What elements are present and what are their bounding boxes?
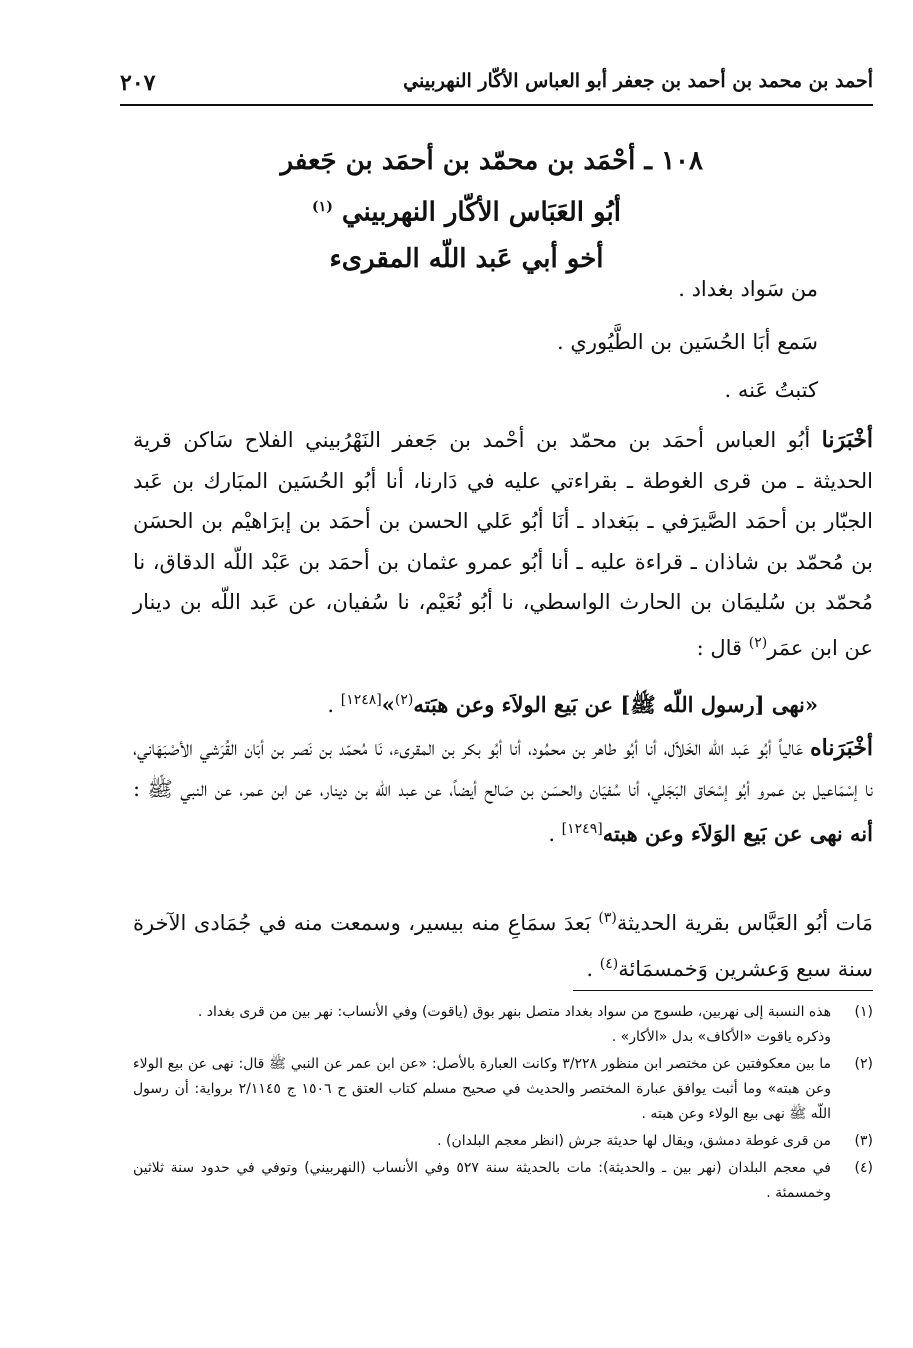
paragraph-death-note (133, 898, 873, 989)
footnote-2-line-1: ما بين معكوفتين عن مختصر ابن منظور ٣/٢٢٨ وكانت العبارة بالأصل: «عن ابن عمر عن النبي ﷺ قال: نهى عن بيع الولاء وعن هبته» وما أثبت يوافق عبارة المختصر والحديث في صحيح مسلم كتاب العتق ح ١٥٠٦ ج ٢/١١٤٥ برواية: أن رسول اللّه ﷺ نهى بيع الولاء وعن هبته . (133, 1056, 832, 1122)
intro-line-origin: من سَواد بغداد . (678, 277, 818, 301)
entry-heading-line-1: ١٠٨ ـ أحْمَد بن محمّد بن أحمَد بن جَعفر (280, 146, 703, 176)
footnote-ref-4: (٤) (599, 955, 619, 972)
hadith-number-1249: [١٢٤٩] (561, 821, 603, 837)
footnote-2 (133, 1052, 873, 1127)
header-rule (120, 104, 873, 106)
hadith-1248-close: » (381, 692, 395, 717)
entry-heading-line-2-text: أبُو العَبَاس الأكّار النهربيني (341, 197, 621, 228)
paragraph-isnad-1 (133, 420, 873, 668)
footnote-3-number: (٣) (854, 1133, 873, 1149)
paragraph-3-text-b: بَعدَ سمَاعِ منه بيسير، وسمعت منه في جُمَادى الآخرة سنة سبع وَعشرين وَخمسمَائة (133, 911, 873, 981)
paragraph-2-end: . (548, 822, 562, 846)
intro-line-heard: سَمع أبَا الحُسَين بن الطَّيُوري . (557, 330, 818, 354)
footnote-ref-3: (٣) (598, 910, 617, 926)
paragraph-isnad-2 (133, 728, 873, 855)
entry-heading-line-3: أخو أبي عَبد اللّه المقرىء (329, 243, 604, 274)
hadith-1248 (218, 680, 818, 726)
paragraph-1-keyword: أخْبَرَنا (821, 427, 873, 453)
footnote-ref-1: (١) (312, 199, 333, 215)
hadith-1248-end: . (327, 693, 341, 717)
footnote-4-number: (٤) (854, 1160, 873, 1176)
footnote-ref-2b: (٢) (394, 692, 414, 708)
footnote-3 (133, 1129, 873, 1154)
paragraph-3-end: . (586, 956, 600, 981)
hadith-1248-text: «نهى [رسول اللّه ﷺ] عن بَيع الولاَء وعن هبَته (413, 692, 818, 717)
paragraph-2-keyword: أخْبَرَناه (810, 735, 873, 761)
footnote-4 (133, 1156, 873, 1206)
footnote-1-line-1: هذه النسبة إلى نهربين، طسوج من سواد بغداد متصل بنهر بوق (ياقوت) وفي الأنساب: نهر بين من قرى بغداد . (197, 1004, 831, 1020)
running-header (120, 62, 873, 108)
running-header-title: أحمد بن محمد بن أحمد بن جعفر أبو العباس الأكّار النهربيني (403, 70, 873, 92)
hadith-number-1248: [١٢٤٨] (340, 692, 382, 708)
paragraph-2-text: عَالياً أبُو عَبد اللّه الخَلاّل، أنا أبُو طاهر بن محمُود، أنا أبُو بكر بن المقرىء، نَا مُحمّد بن نَصر بن أبَان القُرَشي الأصْبَهَاني، نا إسْمَاعيل بن عمرو أبُو إسْحَاق البَجَلي، أنا سُفيَان والحسَن بن صَالح أيضاً، عن عبد اللّه بن دينار، عن ابن عمر، عن النبي ﷺ : (133, 736, 873, 801)
footnote-ref-2: (٢) (748, 634, 768, 651)
footnotes (133, 1000, 873, 1206)
page-number: ٢٠٧ (120, 70, 156, 96)
footnote-1 (133, 1000, 873, 1050)
hadith-1249-text: أنه نهى عن بَيع الوَلاَء وعن هبته (602, 821, 873, 846)
footnote-1-number: (١) (854, 1004, 873, 1020)
paragraph-1-tail: قال : (696, 635, 749, 660)
footnote-4-line-1: في معجم البلدان (نهر بين ـ والحديثة): مات بالحديثة سنة ٥٢٧ وفي الأنساب (النهربيني) وتوفي في حدود سنة ثلاثين وخمسمئة . (133, 1160, 831, 1201)
footnote-1-line-2: وذكره ياقوت «الأكاف» بدل «الأكار» . (611, 1029, 831, 1045)
intro-line-wrote: كتبتُ عَنه . (724, 378, 818, 402)
paragraph-3-text-a: مَات أبُو العَبَّاس بقرية الحديثة (616, 911, 873, 935)
footnotes-rule (573, 990, 873, 991)
footnote-3-line-1: من قرى غوطة دمشق، ويقال لها حديثة جرش (انظر معجم البلدان) . (437, 1133, 831, 1149)
entry-heading-line-2 (230, 184, 703, 236)
entry-heading (230, 138, 703, 282)
paragraph-1-text: أبُو العباس أحمَد بن محمّد بن أحْمد بن جَعفر النَهْرُبيني الفلاح سَاكن قرية الحديثة ـ من قرى الغوطة ـ بقراءتي عليه في دَارنا، أنا أبُو الحُسَين المبَارك بن عَبد الجبّار بن أحمَد الصَّيرَفي ـ ببَغداد ـ أنَا أبُو عَلي الحسن بن أحمَد بن إبرَاهيْم بن الحسَن بن مُحمّد بن شاذان ـ قراءة عليه ـ أنا أبُو عمرو عثمان بن أحمَد بن عَبْد اللّه الدقاق، نا مُحمّد بن سُليمَان بن الحارث الواسطي، نا أبُو نُعَيْم، نا سُفيان، عن عَبد اللّه بن دينار عن ابن عمَر (133, 428, 873, 660)
footnote-2-number: (٢) (854, 1056, 873, 1072)
